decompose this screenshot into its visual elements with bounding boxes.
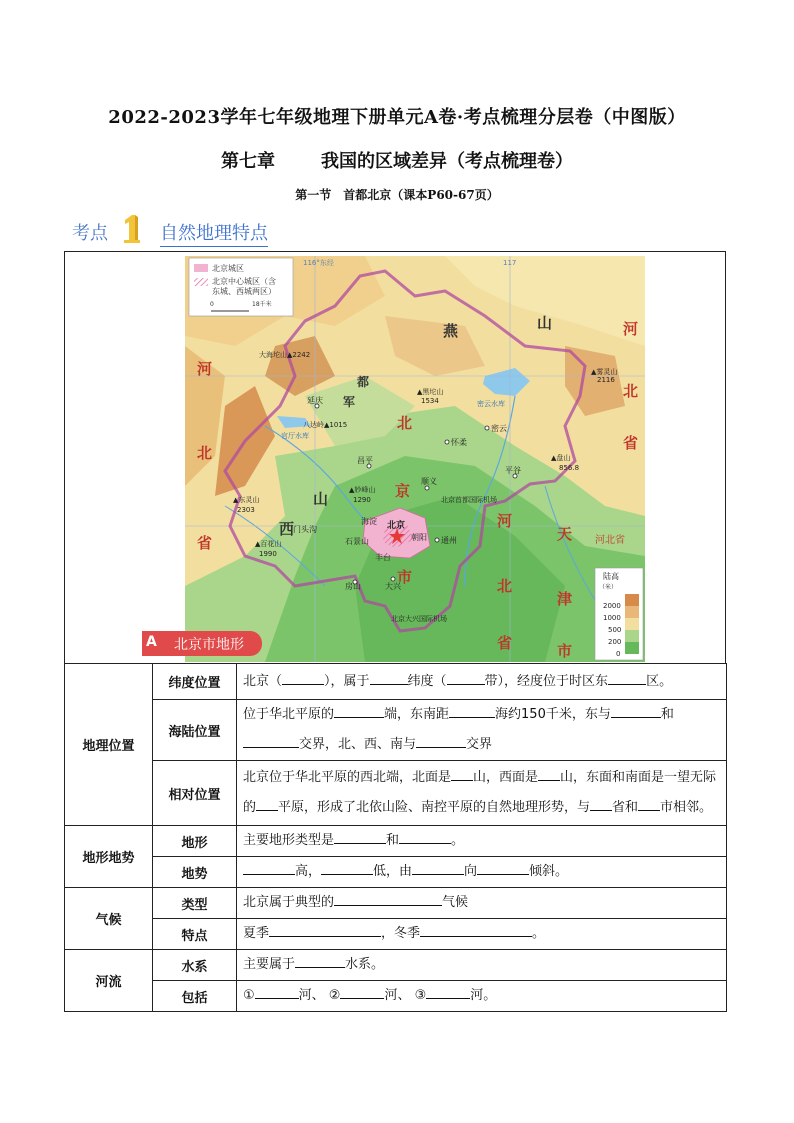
region-shan2: 山: [313, 490, 329, 508]
content-slope: 高， 低，由 向 倾斜。: [237, 857, 727, 888]
content-climate-feature: 夏季 ，冬季 。: [237, 919, 727, 950]
place-shijingshan: 石景山: [345, 537, 369, 546]
blank-rel-1[interactable]: [451, 766, 473, 781]
lon-label-117: 117: [503, 259, 517, 267]
section-title: 首都北京（课本P60-67页）: [343, 188, 499, 202]
blank-slope-1[interactable]: [243, 860, 295, 875]
blank-rel-5[interactable]: [638, 796, 660, 811]
blank-summer[interactable]: [269, 922, 381, 937]
content-relative: 北京位于华北平原的西北端，北面是 山，西面是 山，东面和南面是一望无际 的 平原，形成了北依山险、南控平原的自然地理形势，与 省和 市相邻。: [237, 761, 727, 826]
elev-title: 陆高: [603, 572, 619, 581]
peak-panshan-h: 856.8: [559, 464, 580, 472]
region-xi: 西: [279, 520, 295, 538]
blank-water[interactable]: [295, 953, 345, 968]
region-du: 都: [357, 375, 370, 389]
chapter-number: 第七章: [221, 151, 275, 172]
miaofengshan: ▲妙峰山: [349, 486, 376, 494]
region-yan: 燕: [443, 322, 459, 340]
sub-climate-type: 类型: [153, 888, 237, 919]
document-title: 2022-2023学年七年级地理下册单元A卷·考点梳理分层卷（中图版）: [108, 107, 686, 128]
knowledge-table: [64, 663, 727, 1012]
elev-tick-1: 1000: [603, 614, 621, 622]
row-sea-land: [65, 700, 727, 761]
map-caption: [142, 631, 262, 656]
place-yanqing: 延庆: [307, 396, 323, 405]
row-include: [65, 981, 727, 1012]
chapter-title: 我国的区域差异（考点梳理卷）: [321, 151, 573, 172]
content-water: 主要属于 水系。: [237, 950, 727, 981]
blank-lat-3[interactable]: [447, 670, 485, 685]
blank-sea-3[interactable]: [611, 703, 661, 718]
elev-tick-3: 200: [608, 638, 622, 646]
content-terrain: 主要地形类型是 和 。: [237, 826, 727, 857]
blank-sea-5[interactable]: [416, 733, 466, 748]
blank-sea-4[interactable]: [243, 733, 299, 748]
place-changping: 昌平: [357, 456, 373, 465]
legend-urban: 北京城区: [212, 264, 244, 273]
region-bei2: 北: [197, 444, 213, 462]
blank-rel-3[interactable]: [256, 796, 278, 811]
place-fengtai: 丰台: [375, 553, 391, 562]
sub-relative: 相对位置: [153, 761, 237, 826]
row-terrain: [65, 826, 727, 857]
peak-baihua-h: 1990: [259, 550, 277, 558]
lon-label-116: 116°东经: [303, 259, 334, 267]
blank-river-1[interactable]: [255, 984, 299, 999]
sub-climate-feature: 特点: [153, 919, 237, 950]
sub-slope: 地势: [153, 857, 237, 888]
peak-baihua: ▲百花山: [255, 540, 282, 548]
blank-sea-2[interactable]: [449, 703, 495, 718]
place-miyun-reservoir: 密云水库: [477, 400, 505, 408]
miaofengshan-h: 1290: [353, 496, 371, 504]
region-shi: 市: [397, 568, 413, 586]
region-sheng1: 省: [623, 434, 639, 452]
chapter-heading: [0, 147, 794, 173]
map-caption-text: 北京市地形: [174, 637, 244, 653]
blank-slope-4[interactable]: [477, 860, 529, 875]
place-mentougou: 门头沟: [293, 525, 317, 534]
region-bei4: 北: [497, 577, 513, 595]
row-latitude: [65, 664, 727, 700]
place-tongzhou: 通州: [441, 536, 457, 545]
section-heading: [0, 186, 794, 203]
sub-terrain: 地形: [153, 826, 237, 857]
blank-rel-4[interactable]: [590, 796, 612, 811]
blank-river-2[interactable]: [340, 984, 384, 999]
place-shunyi: 顺义: [421, 477, 437, 486]
peak-heituo-h: 1534: [421, 397, 439, 405]
elevation-legend: [595, 568, 643, 660]
place-haidian: 海淀: [361, 517, 377, 526]
blank-winter[interactable]: [420, 922, 532, 937]
sub-latitude: 纬度位置: [153, 664, 237, 700]
sub-sea-land: 海陆位置: [153, 700, 237, 761]
place-fangshan: 房山: [345, 582, 361, 591]
blank-climate-type[interactable]: [334, 891, 442, 906]
region-sheng3: 省: [497, 634, 513, 652]
cat-climate: 气候: [65, 888, 153, 950]
region-jin: 津: [557, 590, 573, 608]
region-shi2: 市: [557, 642, 573, 660]
place-airport-capital: 北京首都国际机场: [441, 496, 497, 504]
peak-badaling: 八达岭▲1015: [303, 421, 348, 429]
legend-scale-0: 0: [210, 301, 214, 308]
elev-tick-2: 500: [608, 626, 622, 634]
row-climate-type: [65, 888, 727, 919]
region-bei1: 北: [623, 382, 639, 400]
place-guanting-reservoir: 官厅水库: [281, 432, 309, 440]
region-hbs: 河北省: [595, 535, 625, 546]
sub-include: 包括: [153, 981, 237, 1012]
blank-lat-4[interactable]: [608, 670, 646, 685]
elev-tick-0: 2000: [603, 602, 621, 610]
place-airport-daxing: 北京大兴国际机场: [391, 615, 447, 623]
region-jing: 京: [395, 482, 411, 500]
place-daxing: 大兴: [385, 582, 401, 591]
blank-lat-1[interactable]: [282, 670, 324, 685]
peak-heituo: ▲黑坨山: [417, 388, 444, 396]
peak-wuling: ▲雾灵山: [591, 368, 618, 376]
place-huairou: 怀柔: [451, 438, 467, 447]
cat-location: 地理位置: [65, 664, 153, 826]
peak-wuling-h: 2116: [597, 376, 615, 384]
legend-center-2: 东城、西城两区）: [212, 287, 276, 296]
row-slope: [65, 857, 727, 888]
region-shan1: 山: [537, 314, 553, 332]
row-climate-feature: [65, 919, 727, 950]
content-climate-type: 北京属于典型的 气候: [237, 888, 727, 919]
blank-terrain-1[interactable]: [334, 829, 386, 844]
elev-tick-4: 0: [616, 650, 621, 658]
elev-unit: （米）: [599, 584, 618, 591]
region-he1: 河: [623, 320, 639, 338]
blank-rel-2[interactable]: [538, 766, 560, 781]
blank-sea-1[interactable]: [334, 703, 384, 718]
kaodian-label: 考点: [72, 223, 108, 244]
blank-slope-2[interactable]: [321, 860, 373, 875]
legend-center: 北京中心城区（含: [212, 277, 276, 286]
region-sheng2: 省: [197, 534, 213, 552]
region-he3: 河: [497, 512, 513, 530]
blank-river-3[interactable]: [426, 984, 470, 999]
region-jun: 军: [343, 395, 356, 409]
blank-terrain-2[interactable]: [399, 829, 451, 844]
place-miyun: 密云: [491, 424, 507, 433]
region-bei3: 北: [397, 414, 413, 432]
content-latitude: 北京（ ），属于 纬度（ 带），经度位于时区东 区。: [237, 664, 727, 700]
section-number: 第一节: [295, 188, 332, 202]
map-caption-letter: A: [146, 634, 157, 650]
peak-dongling-h: 2303: [237, 506, 255, 514]
place-chaoyang: 朝阳: [411, 533, 427, 542]
kaodian-number-icon: [122, 214, 142, 244]
kaodian-title: 自然地理特点: [160, 219, 268, 247]
blank-slope-3[interactable]: [412, 860, 464, 875]
peak-dongling: ▲东灵山: [233, 496, 260, 504]
peak-panshan: ▲盘山: [551, 454, 571, 462]
region-tian: 天: [557, 525, 573, 543]
blank-lat-2[interactable]: [370, 670, 408, 685]
place-beijing: 北京: [387, 521, 406, 531]
cat-river: 河流: [65, 950, 153, 1012]
content-include: ① 河、 ② 河、 ③ 河。: [237, 981, 727, 1012]
region-he2: 河: [197, 360, 213, 378]
beijing-terrain-map: [185, 256, 645, 662]
place-pinggu: 平谷: [505, 466, 521, 475]
sub-water: 水系: [153, 950, 237, 981]
content-sea-land: 位于华北平原的 端，东南距 海约150千米，东与 和 交界，北、西、南与 交界: [237, 700, 727, 761]
row-water: [65, 950, 727, 981]
peak-dahaituo: 大海坨山▲2242: [259, 351, 311, 359]
row-relative: [65, 761, 727, 826]
cat-terrain: 地形地势: [65, 826, 153, 888]
legend-scale-1: 18千米: [252, 301, 272, 308]
